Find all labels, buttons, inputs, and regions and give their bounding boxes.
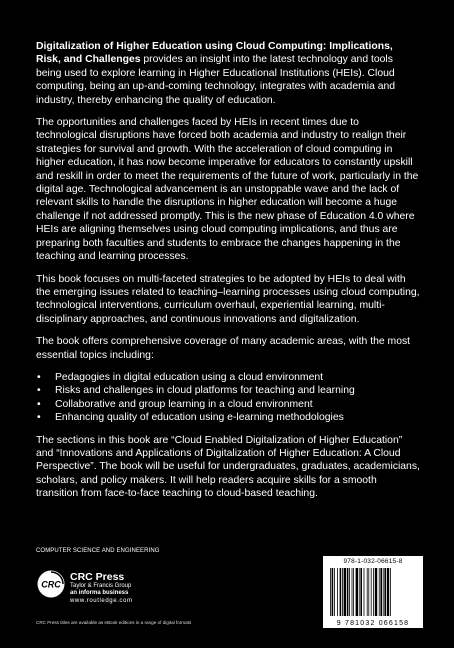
- intro-paragraph: [36, 40, 420, 107]
- subject-category: COMPUTER SCIENCE AND ENGINEERING: [36, 548, 160, 554]
- crc-logo-icon: [36, 569, 66, 599]
- isbn-top-text: 978-1-032-06615-8: [343, 558, 403, 565]
- topic-item: • Enhancing quality of education using e-learning methodologies: [36, 411, 420, 424]
- book-title: Digitalization of Higher Education using Cloud Computing: Implications, Risk, and Challenges: [36, 41, 393, 66]
- publisher-url: www.routledge.com: [70, 598, 133, 604]
- intro-text: provides an insight into the latest technology and tools being used to explore learning in Higher Educational Institutions (HEIs). Cloud computing, being an up-and-coming technology, integrates with academia and industry, thereby enhancing the quality of education.: [36, 54, 396, 106]
- topic-item: • Risks and challenges in cloud platforms for teaching and learning: [36, 384, 420, 397]
- topic-item: • Collaborative and group learning in a cloud environment: [36, 398, 420, 411]
- paragraph-opportunities: The opportunities and challenges faced by HEIs in recent times due to technological disruptions have forced both academia and industry to realign their strategies for survival and growth. With the acceleration of cloud computing in higher education, it has now become imperative for educators to constantly upskill and reskill in order to meet the requirements of the future of work, particularly in the digital age. Technological advancement is an unstoppable wave and the lack of relevant skills to handle the disruptions in higher education will become a huge challenge if not addressed promptly. This is the new phase of Education 4.0 where HEIs are aligning themselves using cloud computing implications, and thus are preparing both faculties and students to embrace the changes happening in the teaching and learning processes.: [36, 117, 419, 263]
- paragraph-closing: The sections in this book are “Cloud Enabled Digitalization of Higher Education” and “Innovations and Applications of Digitalization of Higher Education: A Cloud Perspective”. The book will be useful for undergraduates, graduates, academicians, scholars, and policy makers. It will help readers acquire skills for a smooth transition from face-to-face teaching to cloud-based teaching.: [36, 434, 420, 500]
- isbn-barcode: [323, 556, 423, 628]
- topics-list: [36, 371, 420, 425]
- publisher-business: an informa business: [70, 590, 129, 596]
- ebook-note: CRC Press titles are available as eBook editions in a range of digital formats: [36, 620, 192, 625]
- paragraph-coverage: The book offers comprehensive coverage of many academic areas, with the most essential topics including:: [36, 336, 411, 361]
- publisher-name: CRC Press: [70, 571, 125, 583]
- back-cover-text: [36, 40, 420, 510]
- publisher-group: Taylor & Francis Group: [70, 583, 132, 589]
- paragraph-focus: This book focuses on multi-faceted strategies to be adopted by HEIs to deal with the emerging issues related to teaching–learning processes using cloud computing, technological interventions, curriculum overhaul, experiential learning, multi-disciplinary approaches, and continuous innovations and digitalization.: [36, 273, 420, 325]
- barcode-bars-icon: [330, 568, 418, 616]
- isbn-bottom-text: 9 781032 066158: [336, 620, 410, 627]
- topic-item: • Pedagogies in digital education using a cloud environment: [36, 371, 420, 384]
- publisher-logo: [36, 569, 156, 603]
- logo-mark-text: CRC: [41, 579, 61, 590]
